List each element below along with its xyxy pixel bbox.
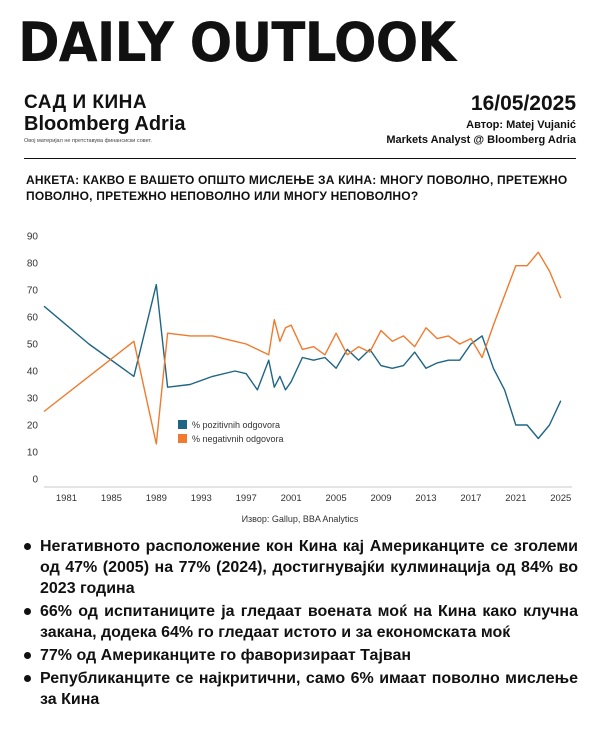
legend-label: % negativnih odgovora <box>192 434 284 444</box>
negative-series-line <box>44 252 561 444</box>
legend-swatch <box>178 420 187 429</box>
y-tick-label: 80 <box>26 258 38 270</box>
author-role: Markets Analyst @ Bloomberg Adria <box>386 134 576 146</box>
survey-question: АНКЕТА: КАКВО Е ВАШЕТО ОПШТО МИСЛЕЊЕ ЗА КИНА: МНОГУ ПОВОЛНО, ПРЕТЕЖНО ПОВОЛНО, ПРЕТЕЖНО НЕПОВОЛНО ИЛИ МНОГУ НЕПОВОЛНО? <box>26 173 568 203</box>
x-tick-label: 2013 <box>415 493 437 504</box>
key-point: Републиканците се најкритични, само 6% имаат поволно мислење за Кина <box>22 668 578 710</box>
x-tick-label: 2001 <box>280 493 302 504</box>
y-tick-label: 30 <box>26 393 38 405</box>
x-tick-label: 1985 <box>100 493 122 504</box>
x-tick-label: 2005 <box>325 493 347 504</box>
chart-source: Извор: Gallup, BBA Analytics <box>241 514 359 524</box>
x-tick-label: 2009 <box>370 493 392 504</box>
y-tick-label: 90 <box>26 231 38 243</box>
x-tick-label: 1981 <box>55 493 78 504</box>
legend-swatch <box>178 434 187 443</box>
report-subtitle: САД И КИНА <box>24 92 148 113</box>
header-divider <box>24 158 576 159</box>
x-tick-label: 1993 <box>190 493 212 504</box>
positive-series-line <box>44 285 561 439</box>
y-tick-label: 50 <box>26 339 38 351</box>
y-tick-label: 0 <box>32 474 38 486</box>
key-points-list <box>22 536 578 712</box>
disclaimer-text: Овој материјал не претставува финансиски совет. <box>24 138 152 144</box>
author-line: Автор: Matej Vujanić <box>466 119 576 131</box>
key-point: Негативното расположение кон Кина кај Американците се зголеми од 47% (2005) на 77% (2024), достигнувајќи кулминација од 84% во 2023 година <box>22 536 578 599</box>
brand-title: DAILY OUTLOOK <box>18 11 456 74</box>
y-tick-label: 60 <box>26 312 38 324</box>
y-tick-label: 40 <box>26 366 38 378</box>
x-tick-label: 1997 <box>235 493 257 504</box>
key-point: 77% од Американците го фаворизираат Тајван <box>22 645 578 666</box>
legend-label: % pozitivnih odgovora <box>192 420 281 430</box>
key-point: 66% од испитаниците ја гледаат воената моќ на Кина како клучна закана, додека 64% го гледаат истото и за економската моќ <box>22 601 578 643</box>
report-date: 16/05/2025 <box>470 92 576 115</box>
x-tick-label: 2025 <box>550 493 572 504</box>
y-tick-label: 70 <box>26 285 38 297</box>
line-chart <box>0 222 600 510</box>
y-tick-label: 20 <box>26 420 38 432</box>
x-tick-label: 2021 <box>505 493 527 504</box>
x-tick-label: 1989 <box>145 493 167 504</box>
y-tick-label: 10 <box>26 447 38 459</box>
outlet-name: Bloomberg Adria <box>24 113 186 135</box>
x-tick-label: 2017 <box>460 493 482 504</box>
